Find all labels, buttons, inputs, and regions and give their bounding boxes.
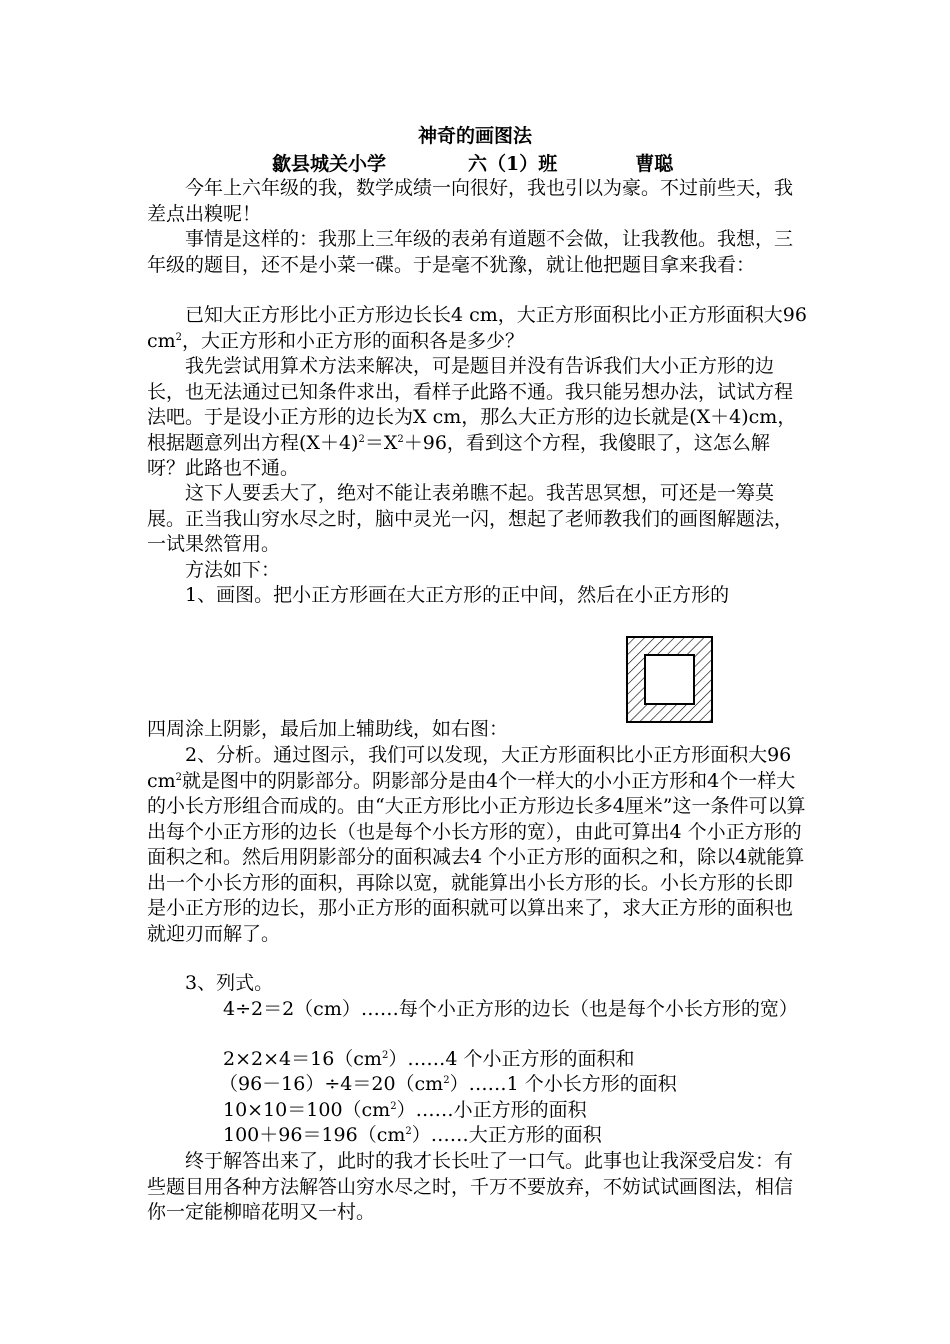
formula-3: $(96-16)\div 4=20(cm^2)\dots\dots 1$ 个小长方形的面积 xyxy=(219,1073,677,1095)
paragraph-3-text-a: 已知大正方形比小正方形边长长4 cm，大正方形面积比小正方形面积大96 cm xyxy=(147,304,807,352)
superscript: 2 xyxy=(358,433,365,445)
superscript: 2 xyxy=(175,331,183,343)
paragraph-3-text-b: ，大正方形和小正方形的面积各是多少？ xyxy=(182,329,525,352)
byline-school: 歙县城关小学 xyxy=(272,153,387,175)
byline xyxy=(272,149,673,175)
byline-class: 六（1）班 xyxy=(468,153,558,175)
paragraph-7-line-2: 四周涂上阴影，最后加上辅助线，如右图： xyxy=(147,718,509,740)
paragraph-1: 今年上六年级的我，数学成绩一向很好，我也引以为豪。不过前些天，我差点出糗呢！ xyxy=(147,177,794,225)
paragraph-6: 方法如下： xyxy=(185,559,281,581)
byline-author: 曹聪 xyxy=(635,153,674,175)
superscript: 2 xyxy=(397,433,404,445)
paragraph-8-text-a: 2、分析。通过图示，我们可以发现，大正方形面积比小正方形面积大96 cm xyxy=(147,744,792,792)
paragraph-5: 这下人要丢大了，绝对不能让表弟瞧不起。我苦思冥想，可还是一筹莫展。正当我山穷水尽之时，脑中灵光一闪，想起了老师教我们的画图解题法，一试果然管用。 xyxy=(147,482,794,555)
superscript: 2 xyxy=(405,1126,412,1137)
superscript: 2 xyxy=(443,1075,450,1086)
shaded-square-figure xyxy=(626,636,713,723)
formula-2: $2\times 2\times 4=16(cm^2)\dots\dots 4$ 个小正方形的面积和 xyxy=(223,1048,635,1070)
paragraph-2: 事情是这样的：我那上三年级的表弟有道题不会做，让我教他。我想，三年级的题目，还不是小菜一碟。于是毫不犹豫，就让他把题目拿来我看： xyxy=(147,228,794,276)
paragraph-10: 终于解答出来了，此时的我才长长吐了一口气。此事也让我深受启发：有些题目用各种方法解答山穷水尽之时，千万不要放弃，不妨试试画图法，相信你一定能柳暗花明又一村。 xyxy=(147,1150,794,1223)
paragraph-4-text-a: 我先尝试用算术方法来解决，可是题目并没有告诉我们大小正方形的边长，也无法通过已知条件求出，看样子此路不通。我只能另想办法，试试方程法吧。于是设小正方形的边长为X cm，那么大正方形的边长就是(X＋4)cm，根据题意列出方程(X＋4) xyxy=(147,355,797,454)
paragraph-4-text-c: ＋96，看到这个方程，我傻眼了，这怎么解呀？此路也不通。 xyxy=(147,431,770,479)
paragraph-7-line-1: 1、画图。把小正方形画在大正方形的正中间，然后在小正方形的 xyxy=(185,584,730,606)
inner-square xyxy=(645,655,694,704)
article-title: 神奇的画图法 xyxy=(417,125,532,147)
superscript: 2 xyxy=(390,1101,397,1112)
superscript: 2 xyxy=(381,1050,389,1061)
formula-4: $10\times 10=100(cm^2)\dots\dots$小正方形的面积 xyxy=(223,1099,587,1121)
formula-5: $100+96=196(cm^2)\dots\dots$大正方形的面积 xyxy=(223,1124,602,1146)
formula-1: 4÷2＝2（cm）……每个小正方形的边长（也是每个小长方形的宽） xyxy=(223,998,798,1020)
superscript: 2 xyxy=(175,771,183,783)
paragraph-4 xyxy=(147,354,807,482)
paragraph-4-text-b: ＝X xyxy=(364,431,398,454)
paragraph-3 xyxy=(147,303,807,354)
paragraph-8-text-b: 就是图中的阴影部分。阴影部分是由4个一样大的小小正方形和4个一样大的小长方形组合而成的。由“大正方形比小正方形边长多4厘米”这一条件可以算出每个小正方形的边长（也是每个小长方形的宽），由此可算出4 个小正方形的面积之和。然后用阴影部分的面积减去4 个小正方形的面积之和，除以4就能算出一个小长方形的面积，再除以宽，就能算出小长方形的长。小长方形的长即是小正方形的边长，那小正方形的面积就可以算出来了，求大正方形的面积也就迎刃而解了。 xyxy=(147,769,806,945)
paragraph-8 xyxy=(147,743,807,947)
paragraph-9: 3、列式。 xyxy=(185,972,274,994)
